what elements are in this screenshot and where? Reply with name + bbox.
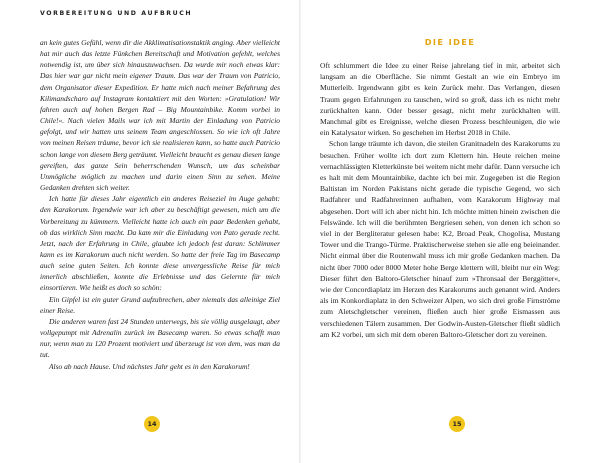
paragraph: Oft schlummert die Idee zu einer Reise jahrelang tief in mir, arbeitet sich langsam an die Oberfläche. Sie nimmt Gestalt an wie ein Embryo im Mutterleib. Irgendwann gibt es kein Zurück mehr. Das Verlangen, diesen Traum gegen Erfahrungen zu tauschen, wird so groß, dass ich es nicht mehr zurückhalten kann. Oder besser gesagt, nicht mehr zurückhalten will. Manchmal gibt es Ereignisse, welche diesen Prozess beschleunigen, die wie ein Katalysator wirken. So geschehen im Herbst 2018 in Chile. xyxy=(320,61,560,138)
page-number-badge: 14 xyxy=(144,416,160,432)
paragraph: Ein Gipfel ist ein guter Grund aufzubrechen, aber niemals das alleinige Ziel einer Reise. xyxy=(40,294,280,315)
left-page-body xyxy=(40,37,280,372)
paragraph: Also ab nach Hause. Und nächstes Jahr geht es in den Karakorum! xyxy=(49,361,250,371)
running-head: VORBEREITUNG UND AUFBRUCH xyxy=(40,10,193,17)
right-page xyxy=(300,0,600,463)
section-title: DIE IDEE xyxy=(424,37,476,47)
paragraph: Schon lange träumte ich davon, die steilen Granitnadeln des Karakorums zu besuchen. Früher wollte ich dort zum Klettern hin. Heute reichen meine vernachlässigten Kletterkünste bei weitem nicht mehr dafür. Dann versuche ich es halt mit dem Mountainbike, dachte ich bei mir. Zugegeben ist die Region Baltistan im Norden Pakistans nicht gerade die typische Gegend, wo sich Radfahrer und Radfahrerinnen aufhalten, vom Karakorum Highway mal abgesehen. Dort will ich aber nicht hin. Ich möchte mitten hinein zwischen die Felswände. Ich will die berühmten Bergriesen sehen, von denen ich schon so viel in der Bergliteratur gelesen habe: K2, Broad Peak, Chogolisa, Mustang Tower und die Trango-Türme. Praktischerweise stehen sie alle eng beieinander. Nicht einmal über die Routenwahl muss ich mir große Gedanken machen. Da nicht über 7000 oder 8000 Meter hohe Berge klettern will, bleibt nur ein Weg: Dieser führt den Baltoro-Gletscher hinauf zum »Thronsaal der Berggötter«, wie der Concordiaplatz im Herzen des Karakorums auch genannt wird. Anders als im Konkordiaplatz in den Schweizer Alpen, wo sich drei große Firnströme zum Aletschgletscher vereinen, fließen auch hier große Eismassen aus verschiedenen Tälern zusammen. Der Godwin-Austen-Gletscher fließt südlich am K2 vorbei, um sich mit dem oberen Baltoro-Gletscher dort zu vereinen. xyxy=(320,139,560,339)
paragraph: Die anderen waren fast 24 Stunden unterwegs, bis sie völlig ausgelaugt, aber vollgepumpt mit Adrenalin zurück im Basecamp waren. So etwas schafft man nur, wenn man zu 120 Prozent motiviert und überzeugt ist von dem, was man da tut. xyxy=(40,316,280,360)
paragraph: an kein gutes Gefühl, wenn dir die Akklimatisationstaktik anging. Aber vielleicht hat mir auch das letzte Fünkchen Bereitschaft und Motivation gefehlt, welches notwendig ist, um über sich hinauszuwachsen. Da wurde mir noch etwas klar: Das hier war gar nicht mein eigener Traum. Das war der Traum von Patricio, dem Organisator dieser Expedition. Er hatte mich nach meiner Befahrung des Kilimandscharo auf Instagram kontaktiert mit den Worten: »Gratulation! Wir fahren auch auf hohen Bergen Rad – Big Mountainbike. Komm vorbei in Chile!«. Nach vielen Mails war ich mit Martin der Einladung von Patricio gefolgt, und wir hatten uns seinem Team angeschlossen. So wie ich oft Jahre von meinen Reisen träume, bevor ich sie realisieren kann, so hatte auch Patricio schon lange von diesem Berg geträumt. Vielleicht braucht es genau diesen lange gereiften, das ganze Sein beherrschenden Wunsch, um das scheinbar Unmögliche möglich zu machen und darin einen Sinn zu sehen. Meine Gedanken drehten sich weiter. xyxy=(40,38,280,193)
right-page-body xyxy=(320,60,560,340)
paragraph: Ich hatte für dieses Jahr eigentlich ein anderes Reiseziel im Auge gehabt: den Karakorum. Irgendwie war ich aber zu beschäftigt gewesen, mich um die Vorbereitung zu kümmern. Vielleicht hatte ich auch ein paar Bedenken gehabt, ob das wirklich Sinn macht. Da kam mir die Einladung von Pato gerade recht. Jetzt, nach der Erfahrung in Chile, glaubte ich jedoch fest daran: Schlimmer kann es im Karakorum auch nicht werden. So hatte der freie Tag im Basecamp auch seine guten Seiten. Ich konnte diese unvergessliche Reise für mich innerlich abschließen, konnte die Erlebnisse und das Gelernte für mich einsortieren. Wie heißt es doch so schön: xyxy=(40,194,280,293)
page-number-badge: 15 xyxy=(449,416,465,432)
